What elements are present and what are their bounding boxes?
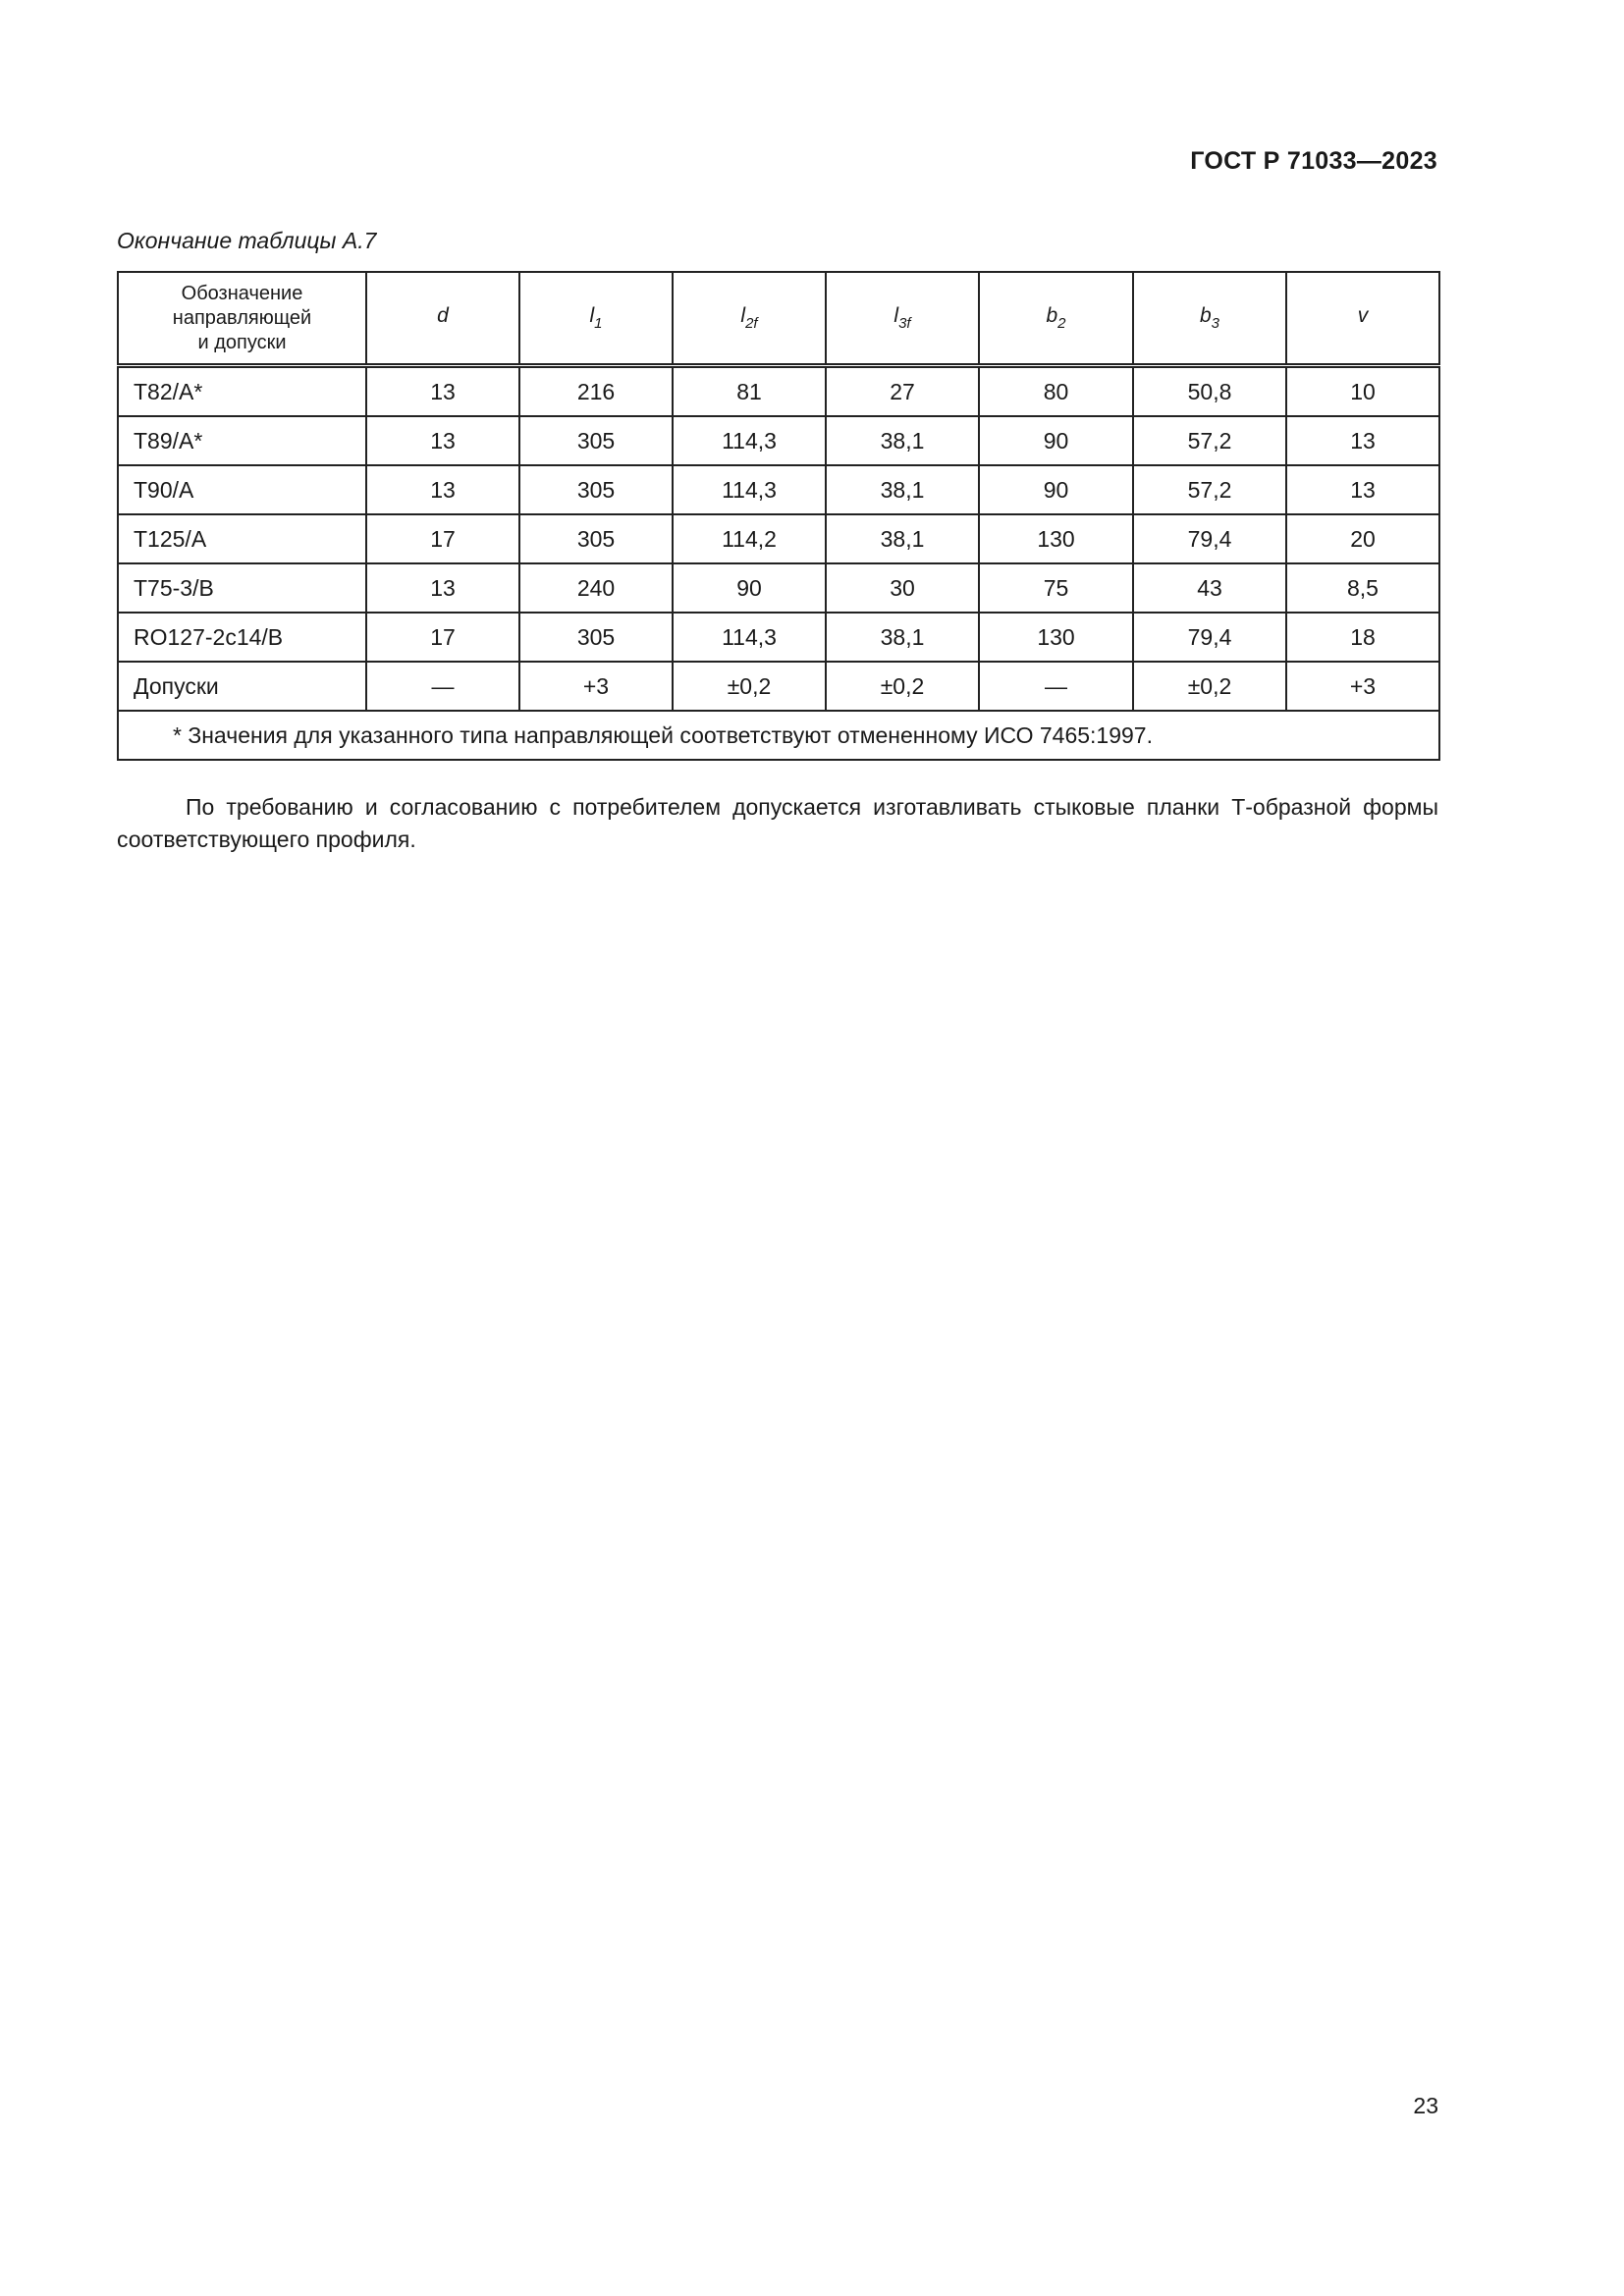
table-cell: +3	[519, 662, 673, 711]
table-cell: 57,2	[1133, 416, 1286, 465]
table-cell: 38,1	[826, 613, 979, 662]
table-cell: 38,1	[826, 416, 979, 465]
table-cell: —	[979, 662, 1133, 711]
table-cell: 50,8	[1133, 366, 1286, 417]
header-l2f: $l_{2f}$	[673, 272, 826, 366]
table-row-tolerances	[118, 662, 1439, 711]
table-cell: 305	[519, 613, 673, 662]
table-cell: 81	[673, 366, 826, 417]
table-cell: 43	[1133, 563, 1286, 613]
table-row	[118, 416, 1439, 465]
table-cell: 17	[366, 613, 519, 662]
table-cell: 13	[366, 366, 519, 417]
header-designation	[118, 272, 366, 366]
table-cell: 130	[979, 514, 1133, 563]
header-b3: $b_3$	[1133, 272, 1286, 366]
table-cell: 240	[519, 563, 673, 613]
header-l3f: $l_{3f}$	[826, 272, 979, 366]
table-cell: T89/A*	[118, 416, 366, 465]
table-row	[118, 514, 1439, 563]
table-cell: 13	[366, 416, 519, 465]
table-cell: 114,2	[673, 514, 826, 563]
table-cell: Допуски	[118, 662, 366, 711]
header-designation-line: направляющей	[172, 306, 312, 329]
table-cell: ±0,2	[826, 662, 979, 711]
table-cell: 114,3	[673, 613, 826, 662]
header-d: d	[366, 272, 519, 366]
table-cell: 30	[826, 563, 979, 613]
table-cell: 114,3	[673, 416, 826, 465]
table-cell: 305	[519, 416, 673, 465]
table-cell: 13	[366, 465, 519, 514]
table-cell: 8,5	[1286, 563, 1439, 613]
table-cell: ±0,2	[673, 662, 826, 711]
table-row	[118, 613, 1439, 662]
table-cell: 114,3	[673, 465, 826, 514]
table-cell: 90	[673, 563, 826, 613]
table-row	[118, 366, 1439, 417]
table-cell: 17	[366, 514, 519, 563]
table-cell: T82/A*	[118, 366, 366, 417]
table-cell: —	[366, 662, 519, 711]
table-row	[118, 563, 1439, 613]
body-paragraph: По требованию и согласованию с потребителем допускается изготавливать стыковые планки Т-образной формы соответствующего профиля.	[117, 794, 1438, 852]
table-cell: 18	[1286, 613, 1439, 662]
header-designation-line: и допуски	[197, 331, 287, 353]
table-cell: T125/A	[118, 514, 366, 563]
table-footnote-row	[118, 711, 1439, 760]
table-cell: 38,1	[826, 514, 979, 563]
table-row	[118, 465, 1439, 514]
table-cell: 79,4	[1133, 514, 1286, 563]
table-cell: 13	[1286, 465, 1439, 514]
table-cell: T90/A	[118, 465, 366, 514]
table-cell: 57,2	[1133, 465, 1286, 514]
table-cell: 216	[519, 366, 673, 417]
header-b2: $b_2$	[979, 272, 1133, 366]
table-cell: 75	[979, 563, 1133, 613]
guide-rail-table	[117, 271, 1440, 761]
header-designation-line: Обозначение	[181, 282, 303, 304]
page-number: 23	[1413, 2093, 1438, 2118]
table-cell: T75-3/B	[118, 563, 366, 613]
table-cell: 130	[979, 613, 1133, 662]
table-cell: 79,4	[1133, 613, 1286, 662]
table-cell: ±0,2	[1133, 662, 1286, 711]
table-cell: 13	[1286, 416, 1439, 465]
document-code-header: ГОСТ Р 71033—2023	[1190, 147, 1437, 175]
table-cell: 80	[979, 366, 1133, 417]
table-cell: +3	[1286, 662, 1439, 711]
table-footnote: * Значения для указанного типа направляющей соответствуют отмененному ИСО 7465:1997.	[118, 711, 1439, 760]
table-cell: 13	[366, 563, 519, 613]
table-cell: 38,1	[826, 465, 979, 514]
table-cell: 10	[1286, 366, 1439, 417]
table-caption: Окончание таблицы А.7	[117, 228, 377, 253]
table-cell: 305	[519, 514, 673, 563]
header-v: v	[1286, 272, 1439, 366]
table-header-row	[118, 272, 1439, 366]
table-cell: 90	[979, 465, 1133, 514]
header-l1: $l_1$	[519, 272, 673, 366]
table-cell: 27	[826, 366, 979, 417]
table-cell: 20	[1286, 514, 1439, 563]
table-cell: RO127-2c14/B	[118, 613, 366, 662]
table-cell: 305	[519, 465, 673, 514]
table-cell: 90	[979, 416, 1133, 465]
